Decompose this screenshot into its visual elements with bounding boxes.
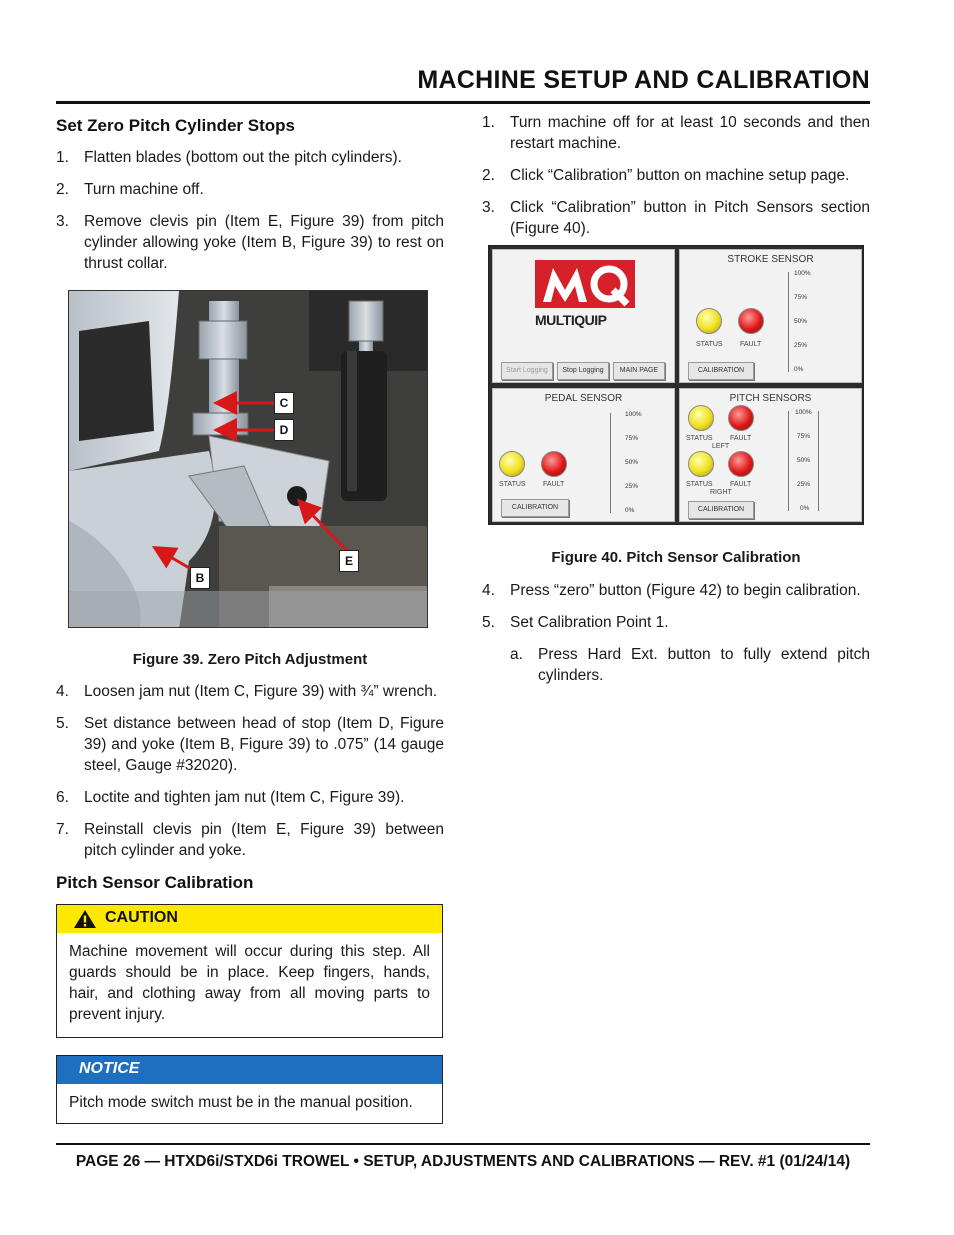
step-text: Click “Calibration” button in Pitch Sensors section (Figure 40). [510, 199, 870, 237]
pitch-right-fault-label: FAULT [730, 481, 752, 488]
multiquip-wordmark: MULTIQUIP [535, 312, 607, 328]
scale-label: 50% [797, 457, 811, 464]
list-item [56, 819, 444, 861]
pitch-left-fault-label: FAULT [730, 435, 752, 442]
step-number: 4. [56, 683, 69, 700]
step-number: 3. [482, 199, 495, 216]
pedal-sensor-panel [492, 388, 675, 522]
scale-label: 50% [625, 459, 639, 466]
figure-40-caption: Figure 40. Pitch Sensor Calibration [551, 549, 801, 566]
warning-triangle-icon [73, 909, 97, 929]
step-text: Reinstall clevis pin (Item E, Figure 39) between pitch cylinder and yoke. [84, 821, 444, 859]
step-number: 3. [56, 213, 69, 230]
scale-label: 0% [625, 507, 635, 514]
list-item [56, 681, 444, 702]
list-item [482, 112, 870, 154]
figure-39-photo [68, 290, 428, 628]
left-column-lower [56, 681, 444, 904]
step-number: 5. [56, 715, 69, 732]
pitch-scale-right [818, 411, 819, 511]
pedal-sensor-title: PEDAL SENSOR [544, 393, 623, 404]
label-b: B [190, 567, 210, 589]
left-column [56, 112, 444, 285]
step-number: 2. [482, 167, 495, 184]
scale-label: 0% [800, 505, 810, 512]
notice-box [56, 1055, 443, 1124]
stroke-sensor-title: STROKE SENSOR [727, 254, 814, 265]
mq-logo-icon [535, 260, 635, 308]
start-logging-button[interactable]: Start Logging [501, 362, 553, 380]
list-item [56, 179, 444, 200]
pitch-sensors-title: PITCH SENSORS [729, 393, 812, 404]
title-rule [56, 101, 870, 104]
step-text: Turn machine off for at least 10 seconds and then restart machine. [510, 114, 870, 152]
figure-39-caption: Figure 39. Zero Pitch Adjustment [132, 651, 368, 668]
pitch-right-status-lamp [688, 451, 714, 477]
label-c: C [274, 392, 294, 414]
pitch-left-label: LEFT [712, 443, 730, 450]
step-text: Loosen jam nut (Item C, Figure 39) with ¾” wrench. [84, 683, 438, 700]
caution-label: CAUTION [105, 909, 178, 926]
notice-header [57, 1056, 442, 1084]
step-text: Loctite and tighten jam nut (Item C, Figure 39). [84, 789, 405, 806]
pedal-fault-label: FAULT [543, 481, 565, 488]
scale-label: 75% [794, 294, 808, 301]
scale-label: 100% [795, 409, 812, 416]
logo-panel [492, 249, 675, 383]
list-item [482, 165, 870, 186]
stroke-calibration-button[interactable]: CALIBRATION [688, 362, 754, 380]
stroke-status-lamp [696, 308, 722, 334]
section-heading-pitch-sensor: Pitch Sensor Calibration [56, 873, 254, 892]
step-text: Click “Calibration” button on machine setup page. [510, 167, 850, 184]
scale-label: 50% [794, 318, 808, 325]
right-column [482, 112, 870, 250]
step-text: Press “zero” button (Figure 42) to begin calibration. [510, 582, 861, 599]
pedal-fault-lamp [541, 451, 567, 477]
caution-header [57, 905, 442, 933]
step-text: Turn machine off. [84, 181, 204, 198]
scale-label: 25% [797, 481, 811, 488]
substep-text: Press Hard Ext. button to fully extend pitch cylinders. [538, 646, 870, 684]
substep-letter: a. [510, 646, 523, 663]
list-item [482, 197, 870, 239]
list-item [482, 612, 870, 633]
page-footer: PAGE 26 — HTXD6i/STXD6i TROWEL • SETUP, ADJUSTMENTS AND CALIBRATIONS — REV. #1 (01/24/14) [75, 1153, 851, 1170]
pitch-right-label: RIGHT [710, 489, 732, 496]
scale-label: 100% [625, 411, 642, 418]
step-number: 2. [56, 181, 69, 198]
figure-40-screen [488, 245, 864, 525]
page-title: MACHINE SETUP AND CALIBRATION [417, 66, 870, 94]
pedal-status-lamp [499, 451, 525, 477]
step-text: Set Calibration Point 1. [510, 614, 669, 631]
pitch-sensors-panel [679, 388, 862, 522]
step-text: Flatten blades (bottom out the pitch cylinders). [84, 149, 402, 166]
pitch-left-status-lamp [688, 405, 714, 431]
label-e: E [339, 550, 359, 572]
label-d: D [274, 419, 294, 441]
scale-label: 0% [794, 366, 804, 373]
step-number: 5. [482, 614, 495, 631]
right-column-lower [482, 580, 870, 697]
stop-logging-button[interactable]: Stop Logging [557, 362, 609, 380]
step-number: 1. [56, 149, 69, 166]
pitch-left-status-label: STATUS [686, 435, 713, 442]
pedal-calibration-button[interactable]: CALIBRATION [501, 499, 569, 517]
section-heading-zero-pitch: Set Zero Pitch Cylinder Stops [56, 116, 295, 135]
step-number: 6. [56, 789, 69, 806]
stroke-scale [788, 272, 789, 372]
stroke-status-label: STATUS [696, 341, 723, 348]
callout-arrows [69, 291, 428, 628]
list-item [482, 580, 870, 601]
pedal-status-label: STATUS [499, 481, 526, 488]
pedal-scale [610, 413, 611, 513]
step-text: Set distance between head of stop (Item D, Figure 39) and yoke (Item B, Figure 39) to .075” (14 gauge steel, Gauge #32020). [84, 715, 444, 774]
list-item [56, 147, 444, 168]
step-number: 7. [56, 821, 69, 838]
caution-text: Machine movement will occur during this step. All guards should be in place. Keep fingers, hands, hair, and clothing away from all moving parts to prevent injury. [69, 943, 430, 1023]
stroke-fault-label: FAULT [740, 341, 762, 348]
scale-label: 25% [625, 483, 639, 490]
main-page-button[interactable]: MAIN PAGE [613, 362, 665, 380]
stroke-fault-lamp [738, 308, 764, 334]
caution-box [56, 904, 443, 1038]
scale-label: 25% [794, 342, 808, 349]
list-item [56, 211, 444, 274]
list-item [56, 713, 444, 776]
scale-label: 100% [794, 270, 811, 277]
list-item [510, 644, 870, 686]
footer-rule [56, 1143, 870, 1145]
pitch-scale-left [788, 411, 789, 511]
scale-label: 75% [797, 433, 811, 440]
step-text: Remove clevis pin (Item E, Figure 39) from pitch cylinder allowing yoke (Item B, Figure 39) to rest on thrust collar. [84, 213, 444, 272]
scale-label: 75% [625, 435, 639, 442]
notice-text: Pitch mode switch must be in the manual position. [69, 1094, 413, 1111]
pitch-right-status-label: STATUS [686, 481, 713, 488]
step-number: 1. [482, 114, 495, 131]
pitch-right-fault-lamp [728, 451, 754, 477]
pitch-calibration-button[interactable]: CALIBRATION [688, 501, 754, 519]
list-item [56, 787, 444, 808]
stroke-sensor-panel [679, 249, 862, 383]
step-number: 4. [482, 582, 495, 599]
pitch-left-fault-lamp [728, 405, 754, 431]
notice-label: NOTICE [79, 1060, 140, 1077]
